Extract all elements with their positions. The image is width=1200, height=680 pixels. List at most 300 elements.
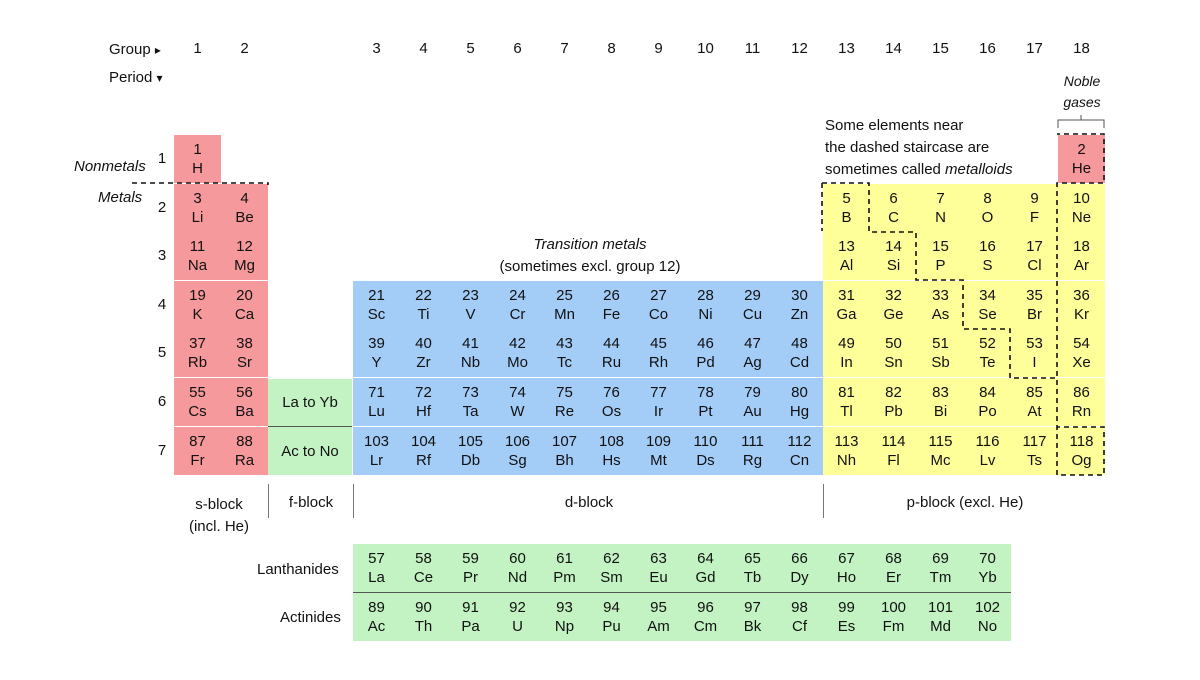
- element-symbol: Kr: [1074, 305, 1089, 323]
- element-cell-tb: [729, 544, 776, 592]
- atomic-number: 35: [1026, 286, 1043, 304]
- element-symbol: Np: [554, 618, 575, 635]
- element-symbol: Tb: [743, 569, 762, 586]
- p-block-label: p-block (excl. He): [906, 494, 1024, 511]
- element-symbol: Au: [743, 403, 762, 420]
- atomic-number: 63: [650, 550, 667, 567]
- period-label-text: Period: [109, 69, 153, 86]
- atomic-number: 108: [598, 432, 625, 450]
- element-symbol: Hf: [416, 403, 431, 420]
- atomic-number: 93: [556, 599, 573, 616]
- atomic-number: 23: [462, 286, 479, 304]
- element-cell-eu: [635, 544, 682, 592]
- element-symbol: B: [841, 208, 852, 226]
- atomic-number: 88: [236, 432, 253, 450]
- atomic-number: 100: [880, 599, 907, 616]
- element-symbol: W: [510, 403, 525, 420]
- element-symbol: Bh: [555, 451, 574, 469]
- element-symbol: Cd: [789, 354, 810, 372]
- element-cell-am: [635, 593, 682, 641]
- atomic-number: 22: [415, 286, 432, 304]
- atomic-number: 62: [603, 550, 620, 567]
- element-symbol: Pm: [553, 569, 576, 586]
- atomic-number: 76: [603, 384, 620, 401]
- atomic-number: 109: [645, 432, 672, 450]
- atomic-number: 111: [741, 432, 764, 450]
- element-cell-no: [964, 593, 1011, 641]
- element-symbol: Sb: [931, 354, 950, 372]
- element-symbol: Se: [978, 305, 997, 323]
- atomic-number: 78: [697, 384, 714, 401]
- element-symbol: Rn: [1071, 403, 1092, 420]
- element-symbol: Rh: [648, 354, 669, 372]
- element-symbol: Sg: [508, 451, 527, 469]
- element-symbol: Ba: [235, 403, 254, 420]
- element-symbol: As: [931, 305, 950, 323]
- element-symbol: Cf: [792, 618, 807, 635]
- element-symbol: I: [1032, 354, 1037, 372]
- element-symbol: Na: [187, 257, 208, 275]
- atomic-number: 86: [1073, 384, 1090, 401]
- element-cell-nd: [494, 544, 541, 592]
- atomic-number: 58: [415, 550, 432, 567]
- element-symbol: Ga: [836, 305, 857, 323]
- element-cell-pr: [447, 544, 494, 592]
- element-symbol: Fl: [887, 451, 900, 469]
- element-symbol: Pa: [461, 618, 480, 635]
- element-symbol: Pu: [602, 618, 621, 635]
- element-cell-ce: [400, 544, 447, 592]
- atomic-number: 89: [368, 599, 385, 616]
- element-symbol: Hg: [789, 403, 810, 420]
- element-symbol: Md: [930, 618, 951, 635]
- atomic-number: 66: [791, 550, 808, 567]
- element-symbol: No: [977, 618, 998, 635]
- atomic-number: 106: [504, 432, 531, 450]
- element-symbol: Tl: [840, 403, 853, 420]
- element-symbol: Al: [839, 257, 854, 275]
- atomic-number: 56: [236, 384, 253, 401]
- element-symbol: K: [192, 305, 203, 323]
- element-cell-pm: [541, 544, 588, 592]
- element-cell-ac: [353, 593, 400, 641]
- group-label-text: Group: [109, 41, 151, 58]
- metalloids-emphasis: metalloids: [945, 161, 1013, 178]
- element-symbol: Sm: [600, 569, 623, 586]
- atomic-number: 91: [462, 599, 479, 616]
- element-symbol: Sn: [884, 354, 903, 372]
- element-symbol: Cs: [188, 403, 207, 420]
- atomic-number: 54: [1073, 335, 1090, 353]
- atomic-number: 118: [1069, 432, 1094, 450]
- noble-gases-line2: gases: [1063, 94, 1101, 110]
- element-symbol: Pb: [884, 403, 903, 420]
- atomic-number: 64: [697, 550, 714, 567]
- element-cell-sm: [588, 544, 635, 592]
- atomic-number: 44: [603, 335, 620, 353]
- element-symbol: Lr: [369, 451, 384, 469]
- atomic-number: 98: [791, 599, 808, 616]
- element-cell-pa: [447, 593, 494, 641]
- group-header: 5: [466, 40, 475, 57]
- atomic-number: 72: [415, 384, 432, 401]
- element-symbol: Ho: [836, 569, 857, 586]
- atomic-number: 40: [415, 335, 432, 353]
- atomic-number: 83: [932, 384, 949, 401]
- atomic-number: 82: [885, 384, 902, 401]
- group-header: 8: [607, 40, 616, 57]
- element-symbol: Li: [191, 208, 204, 226]
- atomic-number: 32: [885, 286, 902, 304]
- element-symbol: Pd: [696, 354, 715, 372]
- atomic-number: 69: [932, 550, 949, 567]
- element-cell-bk: [729, 593, 776, 641]
- element-symbol: Co: [648, 305, 669, 323]
- element-symbol: P: [935, 257, 946, 275]
- atomic-number: 11: [189, 238, 206, 256]
- atomic-number: 49: [838, 335, 855, 353]
- group-header: 15: [932, 40, 949, 57]
- element-symbol: Sr: [237, 354, 252, 372]
- metals-label: Metals: [98, 189, 143, 206]
- element-symbol: Ca: [234, 305, 255, 323]
- s-block-title: s-block: [195, 496, 243, 513]
- element-symbol: Ni: [698, 305, 713, 323]
- element-symbol: Xe: [1072, 354, 1091, 372]
- element-symbol: Mg: [234, 257, 255, 275]
- element-symbol: U: [512, 618, 523, 635]
- element-symbol: Cm: [693, 618, 718, 635]
- atomic-number: 114: [881, 432, 906, 450]
- atomic-number: 105: [457, 432, 484, 450]
- element-symbol: Mn: [554, 305, 575, 323]
- element-symbol: Ag: [743, 354, 762, 372]
- atomic-number: 95: [650, 599, 667, 616]
- element-cell-fm: [870, 593, 917, 641]
- element-symbol: Ts: [1027, 451, 1042, 469]
- atomic-number: 7: [936, 189, 945, 207]
- element-symbol: C: [888, 208, 899, 226]
- nonmetals-label: Nonmetals: [74, 158, 146, 175]
- atomic-number: 110: [693, 432, 718, 450]
- atomic-number: 96: [697, 599, 714, 616]
- element-symbol: Sc: [367, 305, 386, 323]
- element-symbol: Dy: [790, 569, 809, 586]
- element-cell-np: [541, 593, 588, 641]
- atomic-number: 101: [927, 599, 954, 616]
- period-header: 2: [157, 198, 167, 216]
- element-symbol: Th: [414, 618, 433, 635]
- element-symbol: Mt: [650, 451, 667, 469]
- atomic-number: 38: [236, 335, 253, 353]
- atomic-number: 99: [838, 599, 855, 616]
- element-symbol: Rg: [742, 451, 763, 469]
- atomic-number: 9: [1030, 189, 1039, 207]
- atomic-number: 59: [462, 550, 479, 567]
- atomic-number: 51: [932, 335, 949, 353]
- element-cell-cm: [682, 593, 729, 641]
- metalloids-line1: Some elements near: [825, 117, 964, 134]
- element-symbol: Ti: [417, 305, 430, 323]
- atomic-number: 31: [838, 286, 855, 304]
- element-symbol: Es: [837, 618, 856, 635]
- element-symbol: Fe: [602, 305, 621, 323]
- atomic-number: 104: [410, 432, 437, 450]
- lanthanides-label: Lanthanides: [257, 561, 339, 578]
- atomic-number: 97: [744, 599, 761, 616]
- atomic-number: 8: [983, 189, 992, 207]
- group-header: 12: [791, 40, 808, 57]
- element-symbol: Yb: [978, 569, 997, 586]
- atomic-number: 28: [697, 286, 714, 304]
- group-header: 1: [193, 40, 202, 57]
- group-header: 17: [1026, 40, 1043, 57]
- element-symbol: Ce: [413, 569, 434, 586]
- atomic-number: 73: [462, 384, 479, 401]
- element-symbol: Tm: [929, 569, 952, 586]
- group-header: 18: [1073, 40, 1090, 57]
- transition-metals-note: (sometimes excl. group 12): [499, 258, 681, 275]
- atomic-number: 2: [1077, 141, 1086, 158]
- element-symbol: Pt: [698, 403, 713, 420]
- atomic-number: 55: [189, 384, 206, 401]
- atomic-number: 61: [556, 550, 573, 567]
- element-symbol: He: [1071, 160, 1092, 177]
- atomic-number: 33: [932, 286, 949, 304]
- atomic-number: 12: [236, 238, 253, 256]
- element-symbol: Zn: [790, 305, 809, 323]
- d-block-label: d-block: [564, 494, 614, 511]
- element-symbol: Os: [601, 403, 622, 420]
- atomic-number: 90: [415, 599, 432, 616]
- atomic-number: 113: [834, 432, 859, 450]
- element-symbol: Zr: [416, 354, 431, 372]
- element-symbol: Cr: [509, 305, 526, 323]
- element-symbol: Re: [554, 403, 575, 420]
- element-cell-md: [917, 593, 964, 641]
- element-symbol: H: [192, 160, 203, 177]
- element-symbol: Si: [886, 257, 901, 275]
- element-symbol: Ac: [367, 618, 386, 635]
- atomic-number: 24: [509, 286, 526, 304]
- atomic-number: 103: [363, 432, 390, 450]
- atomic-number: 52: [979, 335, 996, 353]
- atomic-number: 4: [240, 189, 249, 207]
- element-symbol: Cn: [789, 451, 810, 469]
- period-header: 4: [157, 295, 167, 313]
- atomic-number: 30: [791, 286, 808, 304]
- element-symbol: Lu: [368, 403, 385, 420]
- element-symbol: Nb: [460, 354, 481, 372]
- element-symbol: Cl: [1027, 257, 1042, 275]
- atomic-number: 60: [509, 550, 526, 567]
- element-symbol: Br: [1027, 305, 1042, 323]
- element-symbol: La: [368, 569, 385, 586]
- atomic-number: 41: [462, 335, 479, 353]
- element-symbol: Rf: [416, 451, 431, 469]
- atomic-number: 57: [368, 550, 385, 567]
- element-symbol: Gd: [695, 569, 716, 586]
- group-header: 14: [885, 40, 902, 57]
- element-symbol: Te: [979, 354, 996, 372]
- atomic-number: 53: [1026, 335, 1043, 353]
- element-symbol: Bi: [933, 403, 948, 420]
- la-to-yb-label: La to Yb: [282, 394, 338, 411]
- element-symbol: Be: [235, 208, 254, 226]
- element-symbol: Tc: [557, 354, 572, 372]
- atomic-number: 10: [1073, 189, 1090, 207]
- element-cell-cf: [776, 593, 823, 641]
- atomic-number: 5: [842, 189, 851, 207]
- element-symbol: Ge: [883, 305, 904, 323]
- element-symbol: Db: [460, 451, 481, 469]
- element-symbol: Fr: [190, 451, 205, 469]
- element-symbol: Mc: [930, 451, 951, 469]
- element-symbol: Am: [647, 618, 670, 635]
- group-header: 6: [513, 40, 522, 57]
- atomic-number: 27: [650, 286, 667, 304]
- atomic-number: 42: [509, 335, 526, 353]
- f-block-label: f-block: [288, 494, 334, 511]
- atomic-number: 14: [885, 238, 902, 256]
- atomic-number: 34: [979, 286, 996, 304]
- atomic-number: 46: [697, 335, 714, 353]
- atomic-number: 81: [838, 384, 855, 401]
- atomic-number: 102: [974, 599, 1001, 616]
- block-divider-s-f: [268, 484, 269, 518]
- element-symbol: Ne: [1071, 208, 1092, 226]
- atomic-number: 92: [509, 599, 526, 616]
- element-cell-tm: [917, 544, 964, 592]
- right-triangle-icon: ▸: [154, 43, 161, 57]
- actinides-label: Actinides: [280, 609, 341, 626]
- atomic-number: 29: [744, 286, 761, 304]
- atomic-number: 15: [932, 238, 949, 256]
- element-symbol: Nh: [836, 451, 857, 469]
- element-symbol: Y: [371, 354, 382, 372]
- element-symbol: At: [1027, 403, 1042, 420]
- element-symbol: Nd: [507, 569, 528, 586]
- element-cell-la: [353, 544, 400, 592]
- group-header: 11: [744, 40, 761, 57]
- element-symbol: V: [465, 305, 476, 323]
- atomic-number: 87: [189, 432, 206, 450]
- atomic-number: 21: [368, 286, 385, 304]
- atomic-number: 26: [603, 286, 620, 304]
- element-symbol: S: [982, 257, 993, 275]
- element-symbol: Fm: [882, 618, 905, 635]
- atomic-number: 39: [368, 335, 385, 353]
- atomic-number: 68: [885, 550, 902, 567]
- period-header: 7: [157, 441, 167, 459]
- atomic-number: 16: [979, 238, 996, 256]
- atomic-number: 84: [979, 384, 996, 401]
- atomic-number: 20: [236, 286, 253, 304]
- element-symbol: Er: [886, 569, 901, 586]
- atomic-number: 65: [744, 550, 761, 567]
- atomic-number: 112: [787, 432, 812, 450]
- group-header: 9: [654, 40, 663, 57]
- lanthanide-actinide-divider: [353, 592, 1011, 593]
- atomic-number: 17: [1026, 238, 1043, 256]
- atomic-number: 1: [193, 141, 202, 158]
- group-header: 16: [979, 40, 996, 57]
- atomic-number: 19: [189, 286, 206, 304]
- element-symbol: F: [1029, 208, 1040, 226]
- element-symbol: Po: [978, 403, 997, 420]
- atomic-number: 107: [551, 432, 578, 450]
- element-cell-es: [823, 593, 870, 641]
- element-symbol: Cu: [742, 305, 763, 323]
- atomic-number: 70: [979, 550, 996, 567]
- period-header: 6: [157, 393, 167, 410]
- atomic-number: 77: [650, 384, 667, 401]
- element-symbol: Rb: [187, 354, 208, 372]
- atomic-number: 50: [885, 335, 902, 353]
- period-header: 5: [157, 344, 167, 362]
- element-symbol: Ar: [1074, 257, 1089, 275]
- atomic-number: 74: [509, 384, 526, 401]
- element-cell-er: [870, 544, 917, 592]
- metalloids-line2: the dashed staircase are: [825, 139, 990, 156]
- element-symbol: Lv: [979, 451, 996, 469]
- group-header: 7: [560, 40, 569, 57]
- element-symbol: Ir: [653, 403, 664, 420]
- transition-metals-title: Transition metals: [533, 236, 647, 253]
- group-header: 3: [372, 40, 381, 57]
- element-symbol: O: [981, 208, 994, 226]
- atomic-number: 71: [368, 384, 385, 401]
- period-header: 3: [157, 247, 167, 265]
- element-cell-u: [494, 593, 541, 641]
- block-divider-f-d: [353, 484, 354, 518]
- element-symbol: Bk: [743, 618, 762, 635]
- atomic-number: 36: [1073, 286, 1090, 304]
- atomic-number: 6: [889, 189, 898, 207]
- element-cell-ho: [823, 544, 870, 592]
- atomic-number: 37: [189, 335, 206, 353]
- element-symbol: Ru: [601, 354, 622, 372]
- element-cell-gd: [682, 544, 729, 592]
- group-header: 4: [419, 40, 428, 57]
- atomic-number: 79: [744, 384, 761, 401]
- element-symbol: Ds: [696, 451, 715, 469]
- atomic-number: 45: [650, 335, 667, 353]
- element-cell-th: [400, 593, 447, 641]
- element-cell-yb: [964, 544, 1011, 592]
- period-header: 1: [157, 150, 167, 167]
- down-triangle-icon: ▾: [156, 71, 163, 85]
- element-symbol: N: [935, 208, 946, 226]
- atomic-number: 13: [838, 238, 855, 256]
- atomic-number: 117: [1022, 432, 1047, 450]
- element-symbol: Ta: [462, 403, 479, 420]
- atomic-number: 47: [744, 335, 761, 353]
- atomic-number: 43: [556, 335, 573, 353]
- atomic-number: 85: [1026, 384, 1043, 401]
- element-symbol: In: [840, 354, 853, 372]
- atomic-number: 94: [603, 599, 620, 616]
- atomic-number: 3: [193, 189, 202, 207]
- element-symbol: Mo: [507, 354, 528, 372]
- element-symbol: Eu: [649, 569, 668, 586]
- element-symbol: Ra: [234, 451, 255, 469]
- element-cell-pu: [588, 593, 635, 641]
- atomic-number: 67: [838, 550, 855, 567]
- element-symbol: Pr: [463, 569, 478, 586]
- block-divider-d-p: [823, 484, 824, 518]
- metalloids-line3-prefix: sometimes called: [825, 161, 946, 178]
